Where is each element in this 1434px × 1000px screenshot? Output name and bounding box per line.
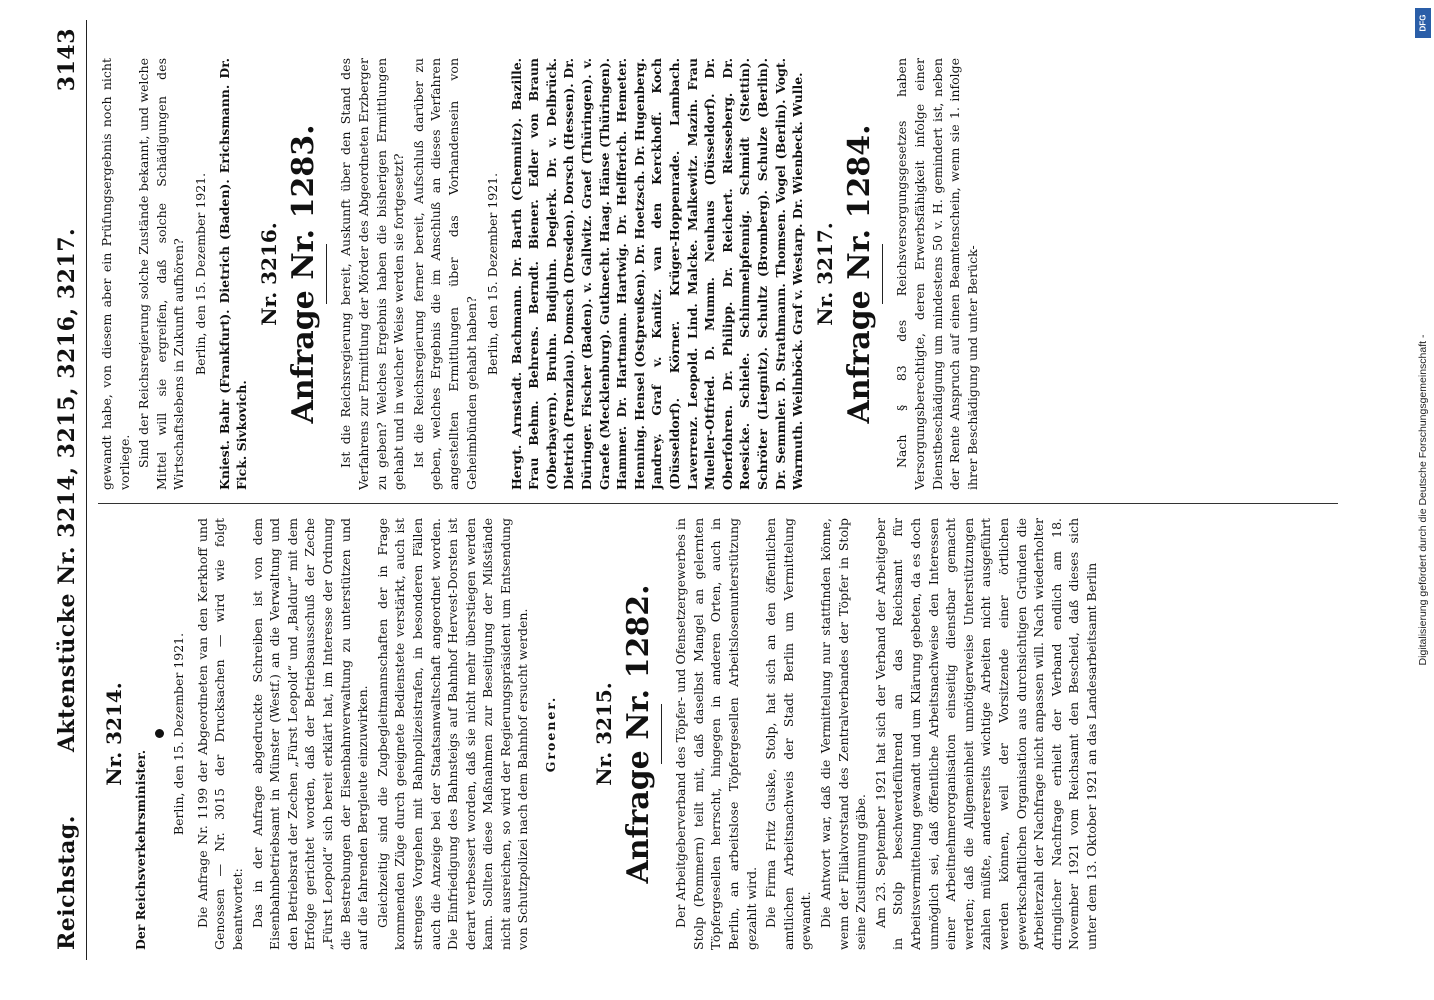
page-header: [50, 20, 87, 960]
doc-3216-date: Berlin, den 15. Dezember 1921.: [485, 172, 501, 376]
header-left: Reichstag.: [54, 815, 80, 950]
page-number: 3143: [54, 28, 80, 92]
doc-3216-number: Nr. 3216.: [256, 222, 281, 326]
doc-3215-paragraph-5: Sind der Reichsregierung solche Zustände bekannt, und welche Mittel will sie ergreifen, daß solche Schädigungen des Wirtschaftslebens in Zukunft aufhören?: [136, 58, 187, 490]
header-title: Aktenstücke Nr. 3214, 3215, 3216, 3217.: [54, 227, 80, 753]
doc-3216-paragraph-2: Ist die Reichsregierung ferner bereit, Aufschluß darüber zu geben, welches Ergebnis die im Anschluß an dieses Verfahren angestellten Ermittlungen über das Vorhandensein von Geheimbünden gehabt haben?: [410, 58, 479, 490]
bullet-dot: [155, 730, 164, 739]
dfg-logo-text: DFG: [1418, 14, 1428, 32]
document-page: [50, 20, 1350, 960]
credit-strip: [1412, 0, 1434, 1000]
doc-3216-title: Anfrage Nr. 1283.: [286, 124, 322, 424]
doc-3215-number: Nr. 3215.: [591, 682, 616, 786]
title-rule: [326, 244, 327, 304]
doc-3215-signers: Kniest. Bahr (Frankfurt). Dietrich (Baden). Erichsmann. Dr. Fick. Sivkovich.: [216, 58, 250, 490]
left-column: [98, 518, 1338, 950]
title-rule: [661, 704, 662, 764]
doc-3214-number: Nr. 3214.: [102, 682, 126, 786]
doc-3217-title: Anfrage Nr. 1284.: [842, 124, 878, 424]
doc-3214-date: Berlin, den 15. Dezember 1921.: [171, 632, 187, 836]
doc-3216-paragraph-1: Ist die Reichsregierung bereit, Auskunft über den Stand des Verfahrens zur Ermittlung der Mörder des Abgeordneten Erzberger zu geben? Welches Ergebnis haben die bisherigen Ermittlungen gehabt und in welcher Weise werden sie fortgesetzt?: [338, 58, 407, 490]
doc-3215-paragraph-3: Die Antwort war, daß die Vermittelung nur stattfinden könne, wenn der Filialvorstand des Zentralverbandes der Töpfer in Stolp seine Zustimmung gäbe.: [818, 518, 869, 950]
doc-3214-signer: Groener.: [543, 695, 559, 773]
doc-3215-continuation: gewandt habe, von diesem aber ein Prüfungsergebnis noch nicht vorliege.: [99, 58, 132, 490]
right-column: [98, 58, 1338, 490]
dfg-logo: [1415, 8, 1431, 38]
doc-3215-title: Anfrage Nr. 1282.: [621, 584, 657, 884]
doc-3215-paragraph-2: Die Firma Fritz Guske, Stolp, hat sich an den öffentlichen amtlichen Arbeitsnachweis der Stadt Berlin um Vermittelung gewandt.: [763, 518, 814, 950]
doc-3215-paragraph-4: Am 23. September 1921 hat sich der Verband der Arbeitgeber in Stolp beschwerdeführend an das Reichsamt für Arbeitsvermittelung gewandt und um Klärung gebeten, da es doch unmöglich sei, daß öffentliche Arbeitsnachweise den Interessen einer Arbeitnehmerorganisation einseitig dienstbar gemacht werden; daß die Allgemeinheit unnötigerweise Unterstützungen zahlen müßte, andererseits wichtige Arbeiten nicht ausgeführt werden können, weil der Vorsitzende einer örtlichen gewerkschaftlichen Organisation aus durchsichtigen Gründen die Arbeiterzahl der Nachfrage nicht anpassen will. Nach wiederholter dringlicher Nachfrage erhielt der Verband endlich am 18. November 1921 vom Reichsamt den Bescheid, daß dieses sich unter dem 13. Oktober 1921 an das Landesarbeitsamt Berlin: [872, 518, 1099, 950]
doc-3215-paragraph-1: Der Arbeitgeberverband des Töpfer- und Ofensetzergewerbes in Stolp (Pommern) teilt mit, daß daselbst Mangel an gelernten Töpfergesellen herrscht, hingegen in anderen Orten, auch in Berlin, an arbeitslose Töpfergesellen Arbeitslosenunterstützung gezahlt wird.: [673, 518, 759, 950]
doc-3215-date: Berlin, den 15. Dezember 1921.: [192, 172, 208, 376]
doc-3216-signers: Hergt. Arnstadt. Bachmann. Dr. Barth (Chemnitz). Bazille. Frau Behm. Behrens. Berndt. Biener. Edler von Braun (Oberbayern). Bruhn. Budjuhn. Deglerk. Dr. v. Delbrück. Dietrich (Prenzlau). Domsch (Dresden). Dorsch (Hessen). Dr. Düringer. Fischer (Baden). v. Gallwitz. Graef (Thüringen). v. Graefe (Mecklenburg). Gutknecht. Haag. Hänse (Thüringen). Hammer. Dr. Hartmann. Hartwig. Dr. Helfferich. Hemeter. Henning. Hensel (Ostpreußen). Dr. Hoetzsch. Dr. Hugenberg. Jandrey. Graf v. Kanitz. van den Kerckhoff. Koch (Düsseldorf). Körner. Krüger-Hoppenrade. Lambach. Laverrenz. Leopold. Lind. Malcke. Malkewitz. Mazin. Frau Mueller-Otfried. D. Mumm. Neuhaus (Düsseldorf). Dr. Oberfohren. Dr. Philipp. Dr. Reichert. Riesseberg. Dr. Roesicke. Schiele. Schimmelpfennig. Schmidt (Stettin). Schröter (Liegnitz). Schultz (Bromberg). Schulze (Berlin). Dr. Semmler. D. Strathmann. Thomsen. Vogel (Berlin). Vogt. Warmuth. Weilnböck. Graf v. Westarp. Dr. Wienbeck. Wulle.: [508, 58, 806, 490]
doc-3214-sender: Der Reichsverkehrsminister.: [132, 749, 148, 950]
doc-3214-paragraph-1: Das in der Anfrage abgedruckte Schreiben ist von dem Eisenbahnbetriebsamt in Münster (Westf.) an die Verwaltung und den Betriebsrat der Zechen „Fürst Leopold“ und „Baldur“ mit dem Erfolge gerichtet worden, daß der Betriebsausschuß der Zeche „Fürst Leopold“ sich bereit erklärt hat, im Interesse der Ordnung die Bestrebungen der Eisenbahnverwaltung zu unterstützen und auf die fahrenden Bergleute einzuwirken.: [249, 518, 371, 950]
doc-3217-paragraph-1: Nach § 83 des Reichsversorgungsgesetzes haben Versorgungsberechtigte, deren Erwerbsfähigkeit infolge einer Dienstbeschädigung um mindestens 50 v. H. gemindert ist, neben der Rente Anspruch auf einen Beamtenschein, wenn sie 1. infolge ihrer Beschädigung und unter Berück-: [894, 58, 980, 490]
title-rule: [882, 244, 883, 304]
doc-3214-paragraph-2: Gleichzeitig sind die Zugbegleitmannschaften der in Frage kommenden Züge durch geeignete Bedienstete verstärkt, auch ist strenges Vorgehen mit Bahnpolizeistrafen, in besonderen Fällen auch die Anzeige bei der Staatsanwaltschaft angeordnet worden. Die Einfriedigung des Bahnsteigs auf Bahnhof Hervest-Dorsten ist derart verbessert worden, daß sie nicht mehr überstiegen werden kann. Sollten diese Maßnahmen zur Beseitigung der Mißstände nicht ausreichen, so wird der Regierungspräsident um Entsendung von Schutzpolizei nach dem Bahnhof ersucht werden.: [374, 518, 531, 950]
doc-3214-intro: Die Anfrage Nr. 1199 der Abgeordneten van den Kerkhoff und Genossen — Nr. 3015 der Drucksachen — wird wie folgt beantwortet:: [194, 518, 245, 950]
doc-3217-number: Nr. 3217.: [812, 222, 837, 326]
credit-text: Digitalisierung gefördert durch die Deutsche Forschungsgemeinschaft -: [1417, 334, 1429, 666]
column-divider: [98, 503, 1338, 504]
